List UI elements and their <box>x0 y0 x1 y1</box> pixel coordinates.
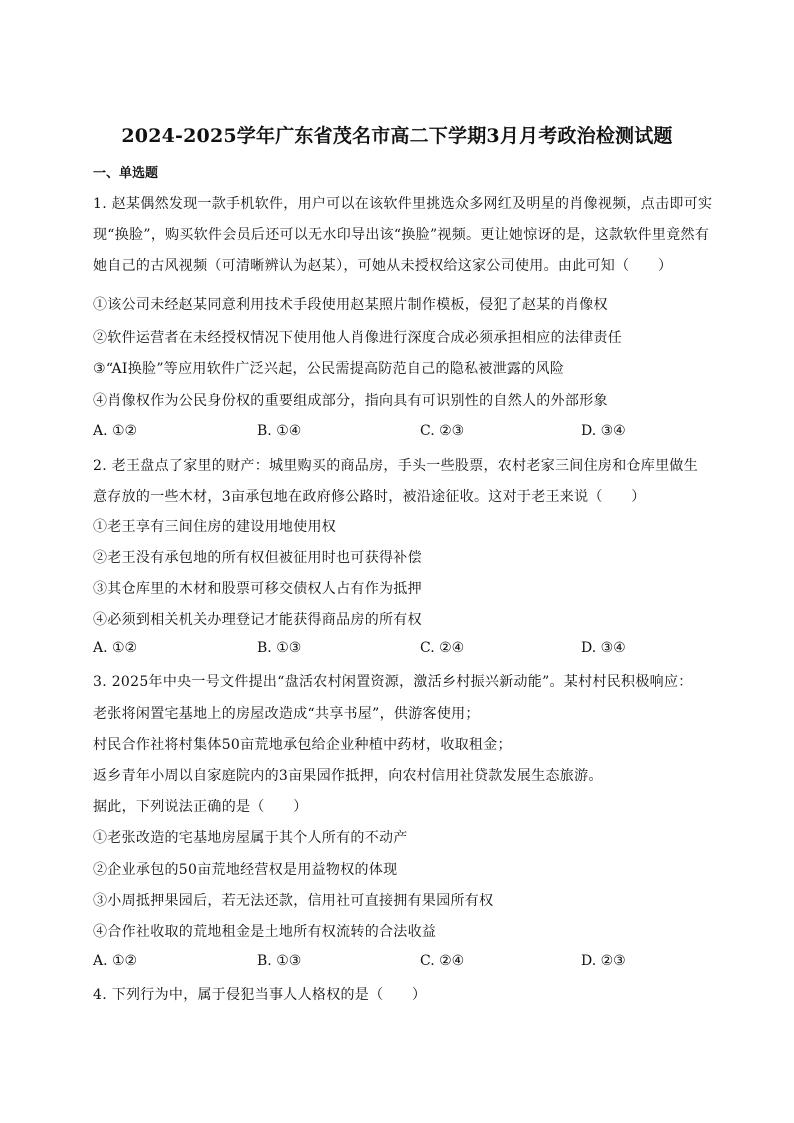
page-title: 2024-2025学年广东省茂名市高二下学期3月月考政治检测试题 <box>121 125 673 147</box>
q2-item-4: ④必须到相关机关办理登记才能获得商品房的所有权 <box>93 612 422 628</box>
q4-stem-line-1: 4. 下列行为中，属于侵犯当事人人格权的是（ ） <box>93 987 427 1003</box>
q3-option-b[interactable]: B. ①③ <box>257 953 302 969</box>
q1-option-b[interactable]: B. ①④ <box>257 423 302 439</box>
q1-item-3: ③“AI换脸”等应用软件广泛兴起，公民需提高防范自己的隐私被泄露的风险 <box>93 361 565 377</box>
q1-item-4: ④肖像权作为公民身份权的重要组成部分，指向具有可识别性的自然人的外部形象 <box>93 393 608 409</box>
q2-item-1: ①老王享有三间住房的建设用地使用权 <box>93 519 337 535</box>
q1-stem-line-3: 她自己的古风视频（可清晰辨认为赵某），可她从未授权给这家公司使用。由此可知（ ） <box>93 258 673 274</box>
q1-option-c[interactable]: C. ②③ <box>420 423 465 439</box>
q1-option-d[interactable]: D. ③④ <box>581 423 626 439</box>
q3-options <box>93 953 713 973</box>
section-heading: 一、单选题 <box>93 166 159 181</box>
q2-stem-line-1: 2. 老王盘点了家里的财产：城里购买的商品房，手头一些股票，农村老家三间住房和仓库里做生 <box>93 458 699 474</box>
q3-option-c[interactable]: C. ②④ <box>420 953 465 969</box>
q3-stem-line-3: 村民合作社将村集体50亩荒地承包给企业种植中药材，收取租金； <box>93 737 512 753</box>
q2-option-d[interactable]: D. ③④ <box>581 640 626 656</box>
q1-option-a[interactable]: A. ①② <box>93 423 138 439</box>
q3-option-d[interactable]: D. ②③ <box>581 953 626 969</box>
q2-option-b[interactable]: B. ①③ <box>257 640 302 656</box>
q3-item-3: ③小周抵押果园后，若无法还款，信用社可直接拥有果园所有权 <box>93 893 494 909</box>
q1-stem-line-2: 现“换脸”，购买软件会员后还可以无水印导出该“换脸”视频。更让她惊讶的是，这款软件里竟然有 <box>93 227 710 243</box>
q2-item-2: ②老王没有承包地的所有权但被征用时也可获得补偿 <box>93 550 422 566</box>
q1-stem-line-1: 1. 赵某偶然发现一款手机软件，用户可以在该软件里挑选众多网红及明星的肖像视频，点击即可实 <box>93 196 713 212</box>
q3-stem-line-4: 返乡青年小周以自家庭院内的3亩果园作抵押，向农村信用社贷款发展生态旅游。 <box>93 768 603 784</box>
q3-option-a[interactable]: A. ①② <box>93 953 138 969</box>
q1-item-1: ①该公司未经赵某同意利用技术手段使用赵某照片制作模板，侵犯了赵某的肖像权 <box>93 297 608 313</box>
q3-item-2: ②企业承包的50亩荒地经营权是用益物权的体现 <box>93 862 398 878</box>
q2-item-3: ③其仓库里的木材和股票可移交债权人占有作为抵押 <box>93 581 422 597</box>
q3-stem-line-1: 3. 2025年中央一号文件提出“盘活农村闲置资源，激活乡村振兴新动能”。某村村民积极响应： <box>93 674 693 690</box>
q2-stem-line-2: 意存放的一些木材，3亩承包地在政府修公路时，被沿途征收。这对于老王来说（ ） <box>93 489 646 505</box>
q3-item-4: ④合作社收取的荒地租金是土地所有权流转的合法收益 <box>93 924 437 940</box>
q2-options <box>93 640 713 660</box>
q3-stem-line-5: 据此，下列说法正确的是（ ） <box>93 799 308 815</box>
q3-item-1: ①老张改造的宅基地房屋属于其个人所有的不动产 <box>93 830 408 846</box>
q3-stem-line-2: 老张将闲置宅基地上的房屋改造成“共享书屋”，供游客使用； <box>93 706 480 722</box>
q2-option-c[interactable]: C. ②④ <box>420 640 465 656</box>
q1-options <box>93 423 713 443</box>
q2-option-a[interactable]: A. ①② <box>93 640 138 656</box>
q1-item-2: ②软件运营者在未经授权情况下使用他人肖像进行深度合成必须承担相应的法律责任 <box>93 330 623 346</box>
